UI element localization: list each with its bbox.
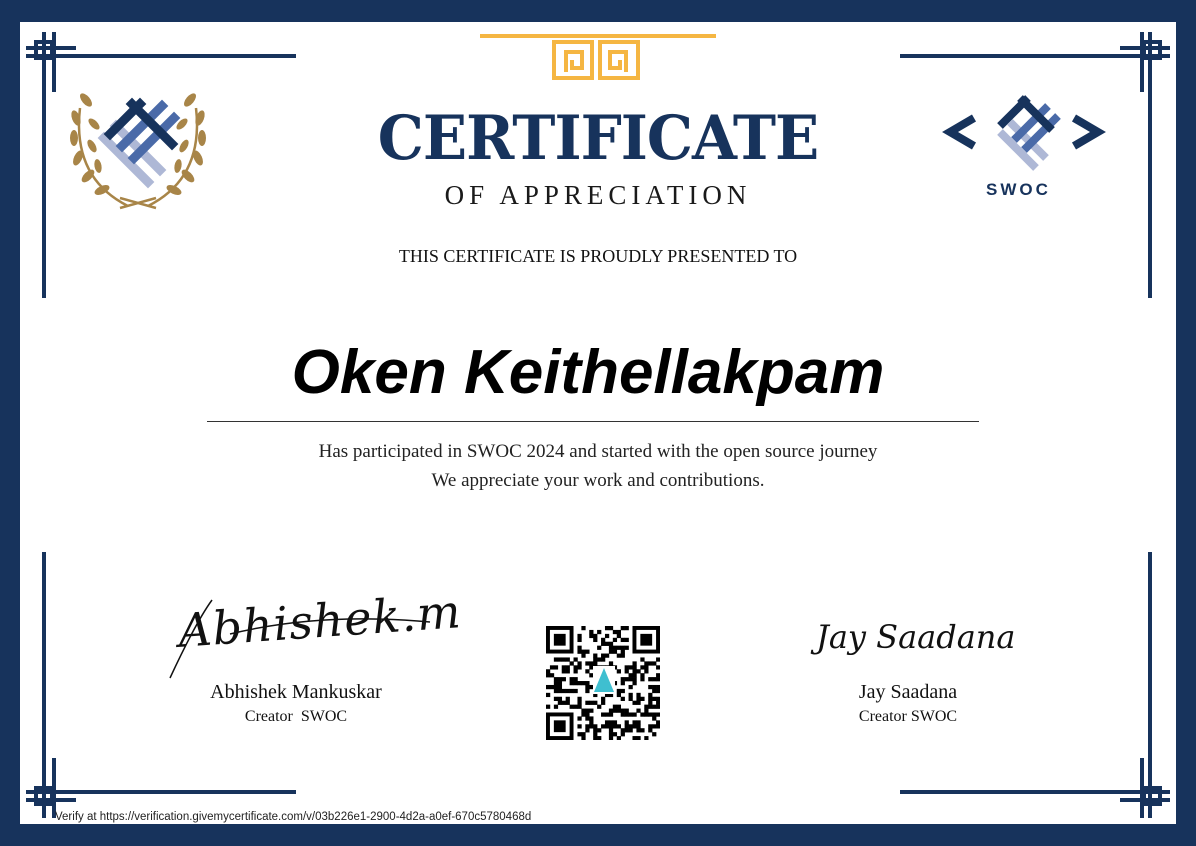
- qr-module: [636, 693, 640, 697]
- qr-module: [652, 705, 656, 709]
- qr-module: [589, 701, 593, 705]
- qr-module: [644, 661, 648, 665]
- qr-module: [629, 712, 633, 716]
- qr-module: [574, 669, 578, 673]
- qr-module: [585, 681, 589, 685]
- qr-module: [597, 705, 601, 709]
- qr-module: [617, 669, 621, 673]
- qr-module: [656, 712, 660, 716]
- body-text-line-1: Has participated in SWOC 2024 and started with the open source journey: [318, 441, 878, 462]
- qr-module: [566, 657, 570, 661]
- signer-2-name: Jay Saadana: [858, 681, 958, 703]
- qr-module: [652, 661, 656, 665]
- qr-module: [554, 697, 558, 701]
- qr-module: [554, 705, 558, 709]
- qr-module: [644, 736, 648, 740]
- qr-module: [656, 724, 660, 728]
- qr-module: [577, 732, 581, 736]
- qr-module: [601, 701, 605, 705]
- verification-qr-code[interactable]: [546, 626, 660, 740]
- qr-module: [617, 724, 621, 728]
- qr-module: [546, 669, 550, 673]
- qr-module: [601, 642, 605, 646]
- qr-module: [652, 685, 656, 689]
- qr-module: [554, 685, 558, 689]
- qr-module: [648, 712, 652, 716]
- qr-module: [617, 689, 621, 693]
- qr-module: [562, 677, 566, 681]
- qr-module: [593, 638, 597, 642]
- qr-module: [617, 705, 621, 709]
- qr-module: [585, 709, 589, 713]
- qr-module: [613, 724, 617, 728]
- qr-module: [636, 697, 640, 701]
- qr-module: [648, 728, 652, 732]
- qr-module: [585, 669, 589, 673]
- qr-finder: [640, 634, 652, 646]
- qr-module: [562, 657, 566, 661]
- presented-to-text: THIS CERTIFICATE IS PROUDLY PRESENTED TO: [398, 246, 798, 266]
- qr-module: [617, 630, 621, 634]
- qr-module: [554, 681, 558, 685]
- qr-module: [632, 669, 636, 673]
- qr-module: [585, 701, 589, 705]
- qr-module: [581, 654, 585, 658]
- qr-module: [605, 724, 609, 728]
- qr-module: [648, 693, 652, 697]
- qr-module: [558, 689, 562, 693]
- gold-key-ornament: [480, 36, 716, 78]
- qr-module: [625, 665, 629, 669]
- qr-module: [566, 701, 570, 705]
- qr-module: [605, 642, 609, 646]
- qr-module: [570, 661, 574, 665]
- qr-module: [648, 685, 652, 689]
- qr-module: [601, 724, 605, 728]
- qr-module: [581, 626, 585, 630]
- qr-module: [625, 626, 629, 630]
- qr-module: [593, 701, 597, 705]
- qr-module: [617, 646, 621, 650]
- qr-module: [632, 720, 636, 724]
- qr-module: [566, 697, 570, 701]
- qr-module: [625, 646, 629, 650]
- qr-module: [550, 673, 554, 677]
- qr-module: [589, 716, 593, 720]
- qr-module: [640, 677, 644, 681]
- qr-module: [617, 709, 621, 713]
- qr-module: [621, 732, 625, 736]
- qr-module: [589, 685, 593, 689]
- qr-module: [656, 677, 660, 681]
- qr-module: [601, 657, 605, 661]
- qr-module: [605, 654, 609, 658]
- qr-module: [625, 677, 629, 681]
- body-text-line-2: We appreciate your work and contributions.: [431, 470, 765, 491]
- qr-module: [577, 701, 581, 705]
- qr-module: [589, 709, 593, 713]
- recipient-name: Oken Keithellakpam: [291, 338, 885, 407]
- qr-module: [585, 724, 589, 728]
- qr-module: [636, 701, 640, 705]
- qr-module: [597, 728, 601, 732]
- qr-module: [644, 705, 648, 709]
- qr-module: [621, 626, 625, 630]
- signer-2-role: Creator SWOC: [858, 708, 958, 725]
- qr-module: [656, 673, 660, 677]
- qr-module: [585, 685, 589, 689]
- qr-module: [589, 665, 593, 669]
- qr-module: [625, 720, 629, 724]
- qr-module: [621, 712, 625, 716]
- certificate-sheet: [20, 22, 1176, 824]
- qr-module: [609, 709, 613, 713]
- qr-module: [640, 673, 644, 677]
- qr-module: [629, 724, 633, 728]
- qr-module: [577, 697, 581, 701]
- qr-module: [593, 732, 597, 736]
- qr-module: [562, 669, 566, 673]
- qr-module: [640, 697, 644, 701]
- qr-module: [558, 685, 562, 689]
- qr-module: [640, 657, 644, 661]
- qr-finder: [554, 720, 566, 732]
- qr-module: [546, 705, 550, 709]
- qr-module: [601, 697, 605, 701]
- qr-module: [574, 689, 578, 693]
- qr-module: [558, 701, 562, 705]
- qr-module: [625, 724, 629, 728]
- qr-module: [636, 736, 640, 740]
- qr-module: [617, 693, 621, 697]
- qr-module: [652, 712, 656, 716]
- qr-module: [554, 689, 558, 693]
- qr-module: [613, 646, 617, 650]
- qr-module: [609, 642, 613, 646]
- qr-module: [632, 673, 636, 677]
- qr-module: [609, 720, 613, 724]
- qr-module: [621, 638, 625, 642]
- qr-module: [609, 728, 613, 732]
- qr-module: [554, 665, 558, 669]
- qr-module: [621, 677, 625, 681]
- qr-module: [589, 720, 593, 724]
- qr-module: [629, 697, 633, 701]
- qr-module: [629, 728, 633, 732]
- qr-module: [589, 661, 593, 665]
- qr-module: [644, 712, 648, 716]
- qr-module: [550, 685, 554, 689]
- qr-module: [629, 677, 633, 681]
- qr-module: [636, 724, 640, 728]
- qr-module: [597, 736, 601, 740]
- qr-module: [632, 677, 636, 681]
- qr-module: [613, 732, 617, 736]
- qr-module: [632, 665, 636, 669]
- qr-module: [640, 712, 644, 716]
- qr-module: [601, 638, 605, 642]
- qr-module: [652, 689, 656, 693]
- qr-module: [605, 720, 609, 724]
- swoc-logo-label: SWOC: [986, 180, 1051, 199]
- qr-module: [621, 681, 625, 685]
- qr-module: [644, 665, 648, 669]
- qr-module: [554, 657, 558, 661]
- qr-module: [625, 728, 629, 732]
- qr-module: [581, 736, 585, 740]
- qr-module: [585, 661, 589, 665]
- qr-module: [625, 712, 629, 716]
- qr-module: [644, 709, 648, 713]
- qr-module: [648, 701, 652, 705]
- qr-module: [613, 630, 617, 634]
- qr-module: [581, 732, 585, 736]
- qr-module: [558, 677, 562, 681]
- qr-module: [577, 661, 581, 665]
- qr-module: [589, 634, 593, 638]
- qr-module: [585, 689, 589, 693]
- qr-module: [589, 673, 593, 677]
- qr-module: [632, 701, 636, 705]
- qr-module: [613, 650, 617, 654]
- qr-module: [577, 650, 581, 654]
- qr-module: [574, 657, 578, 661]
- qr-module: [585, 728, 589, 732]
- qr-module: [605, 634, 609, 638]
- qr-module: [636, 669, 640, 673]
- qr-module: [597, 646, 601, 650]
- certificate-title: CERTIFICATE: [377, 102, 819, 174]
- qr-module: [570, 689, 574, 693]
- qr-module: [629, 685, 633, 689]
- qr-module: [648, 677, 652, 681]
- qr-module: [629, 665, 633, 669]
- qr-module: [625, 669, 629, 673]
- qr-module: [617, 654, 621, 658]
- qr-module: [577, 646, 581, 650]
- qr-module: [656, 689, 660, 693]
- qr-module: [617, 634, 621, 638]
- qr-module: [652, 677, 656, 681]
- qr-module: [632, 661, 636, 665]
- qr-module: [621, 697, 625, 701]
- qr-module: [613, 709, 617, 713]
- qr-module: [648, 724, 652, 728]
- qr-module: [621, 689, 625, 693]
- verify-link[interactable]: Verify at https://verification.givemycertificate.com/v/03b226e1-2900-4d2a-a0ef-670c5780468d: [55, 811, 532, 823]
- qr-module: [621, 709, 625, 713]
- qr-module: [601, 654, 605, 658]
- qr-module: [621, 654, 625, 658]
- qr-module: [577, 638, 581, 642]
- qr-module: [562, 665, 566, 669]
- qr-module: [625, 709, 629, 713]
- qr-module: [617, 736, 621, 740]
- qr-module: [605, 712, 609, 716]
- qr-module: [574, 665, 578, 669]
- qr-module: [550, 665, 554, 669]
- qr-module: [609, 626, 613, 630]
- qr-module: [562, 689, 566, 693]
- qr-module: [558, 681, 562, 685]
- qr-module: [593, 736, 597, 740]
- name-underline: [207, 421, 979, 422]
- qr-module: [554, 677, 558, 681]
- qr-module: [656, 701, 660, 705]
- qr-module: [613, 638, 617, 642]
- qr-module: [546, 685, 550, 689]
- qr-module: [570, 677, 574, 681]
- qr-module: [585, 716, 589, 720]
- qr-module: [648, 705, 652, 709]
- qr-module: [656, 657, 660, 661]
- qr-module: [589, 630, 593, 634]
- qr-module: [632, 736, 636, 740]
- qr-module: [577, 724, 581, 728]
- signer-1-role: Creator SWOC: [244, 708, 348, 725]
- qr-module: [562, 701, 566, 705]
- qr-module: [609, 646, 613, 650]
- qr-module: [597, 657, 601, 661]
- qr-module: [597, 630, 601, 634]
- qr-module: [652, 716, 656, 720]
- signature-abhishek: Abhishek.m: [176, 584, 464, 658]
- qr-module: [609, 650, 613, 654]
- qr-module: [593, 661, 597, 665]
- qr-module: [625, 638, 629, 642]
- qr-module: [558, 657, 562, 661]
- qr-module: [581, 650, 585, 654]
- qr-module: [609, 661, 613, 665]
- qr-module: [558, 697, 562, 701]
- qr-module: [621, 728, 625, 732]
- qr-module: [652, 724, 656, 728]
- qr-module: [566, 665, 570, 669]
- qr-module: [546, 673, 550, 677]
- qr-finder: [554, 634, 566, 646]
- qr-module: [581, 709, 585, 713]
- qr-module: [640, 665, 644, 669]
- qr-module: [589, 724, 593, 728]
- qr-module: [632, 681, 636, 685]
- qr-module: [601, 712, 605, 716]
- certificate-subtitle: OF APPRECIATION: [444, 180, 752, 210]
- qr-module: [613, 705, 617, 709]
- qr-module: [577, 665, 581, 669]
- qr-module: [593, 728, 597, 732]
- qr-module: [636, 720, 640, 724]
- signer-1-name: Abhishek Mankuskar: [210, 681, 382, 703]
- qr-module: [566, 689, 570, 693]
- qr-module: [593, 654, 597, 658]
- qr-module: [632, 712, 636, 716]
- qr-module: [648, 697, 652, 701]
- qr-module: [581, 681, 585, 685]
- qr-module: [652, 732, 656, 736]
- qr-module: [585, 712, 589, 716]
- qr-module: [640, 728, 644, 732]
- qr-module: [609, 724, 613, 728]
- qr-module: [593, 657, 597, 661]
- qr-module: [581, 712, 585, 716]
- qr-module: [577, 681, 581, 685]
- qr-module: [629, 693, 633, 697]
- qr-module: [636, 709, 640, 713]
- qr-module: [566, 669, 570, 673]
- qr-module: [609, 736, 613, 740]
- qr-module: [656, 720, 660, 724]
- qr-module: [605, 626, 609, 630]
- qr-module: [574, 705, 578, 709]
- qr-module: [656, 685, 660, 689]
- qr-module: [593, 634, 597, 638]
- qr-module: [648, 661, 652, 665]
- qr-module: [629, 673, 633, 677]
- qr-module: [621, 650, 625, 654]
- qr-module: [636, 728, 640, 732]
- qr-module: [577, 634, 581, 638]
- qr-module: [652, 697, 656, 701]
- qr-module: [570, 681, 574, 685]
- qr-module: [574, 677, 578, 681]
- qr-module: [632, 724, 636, 728]
- signature-jay: Jay Saadana: [816, 618, 1016, 656]
- qr-module: [609, 712, 613, 716]
- qr-module: [621, 646, 625, 650]
- qr-module: [656, 705, 660, 709]
- qr-module: [546, 693, 550, 697]
- qr-module: [644, 669, 648, 673]
- qr-module: [574, 681, 578, 685]
- qr-module: [577, 716, 581, 720]
- qr-module: [609, 732, 613, 736]
- qr-module: [613, 720, 617, 724]
- qr-module: [656, 665, 660, 669]
- qr-module: [585, 650, 589, 654]
- qr-module: [593, 724, 597, 728]
- qr-module: [577, 705, 581, 709]
- qr-module: [570, 705, 574, 709]
- qr-module: [656, 697, 660, 701]
